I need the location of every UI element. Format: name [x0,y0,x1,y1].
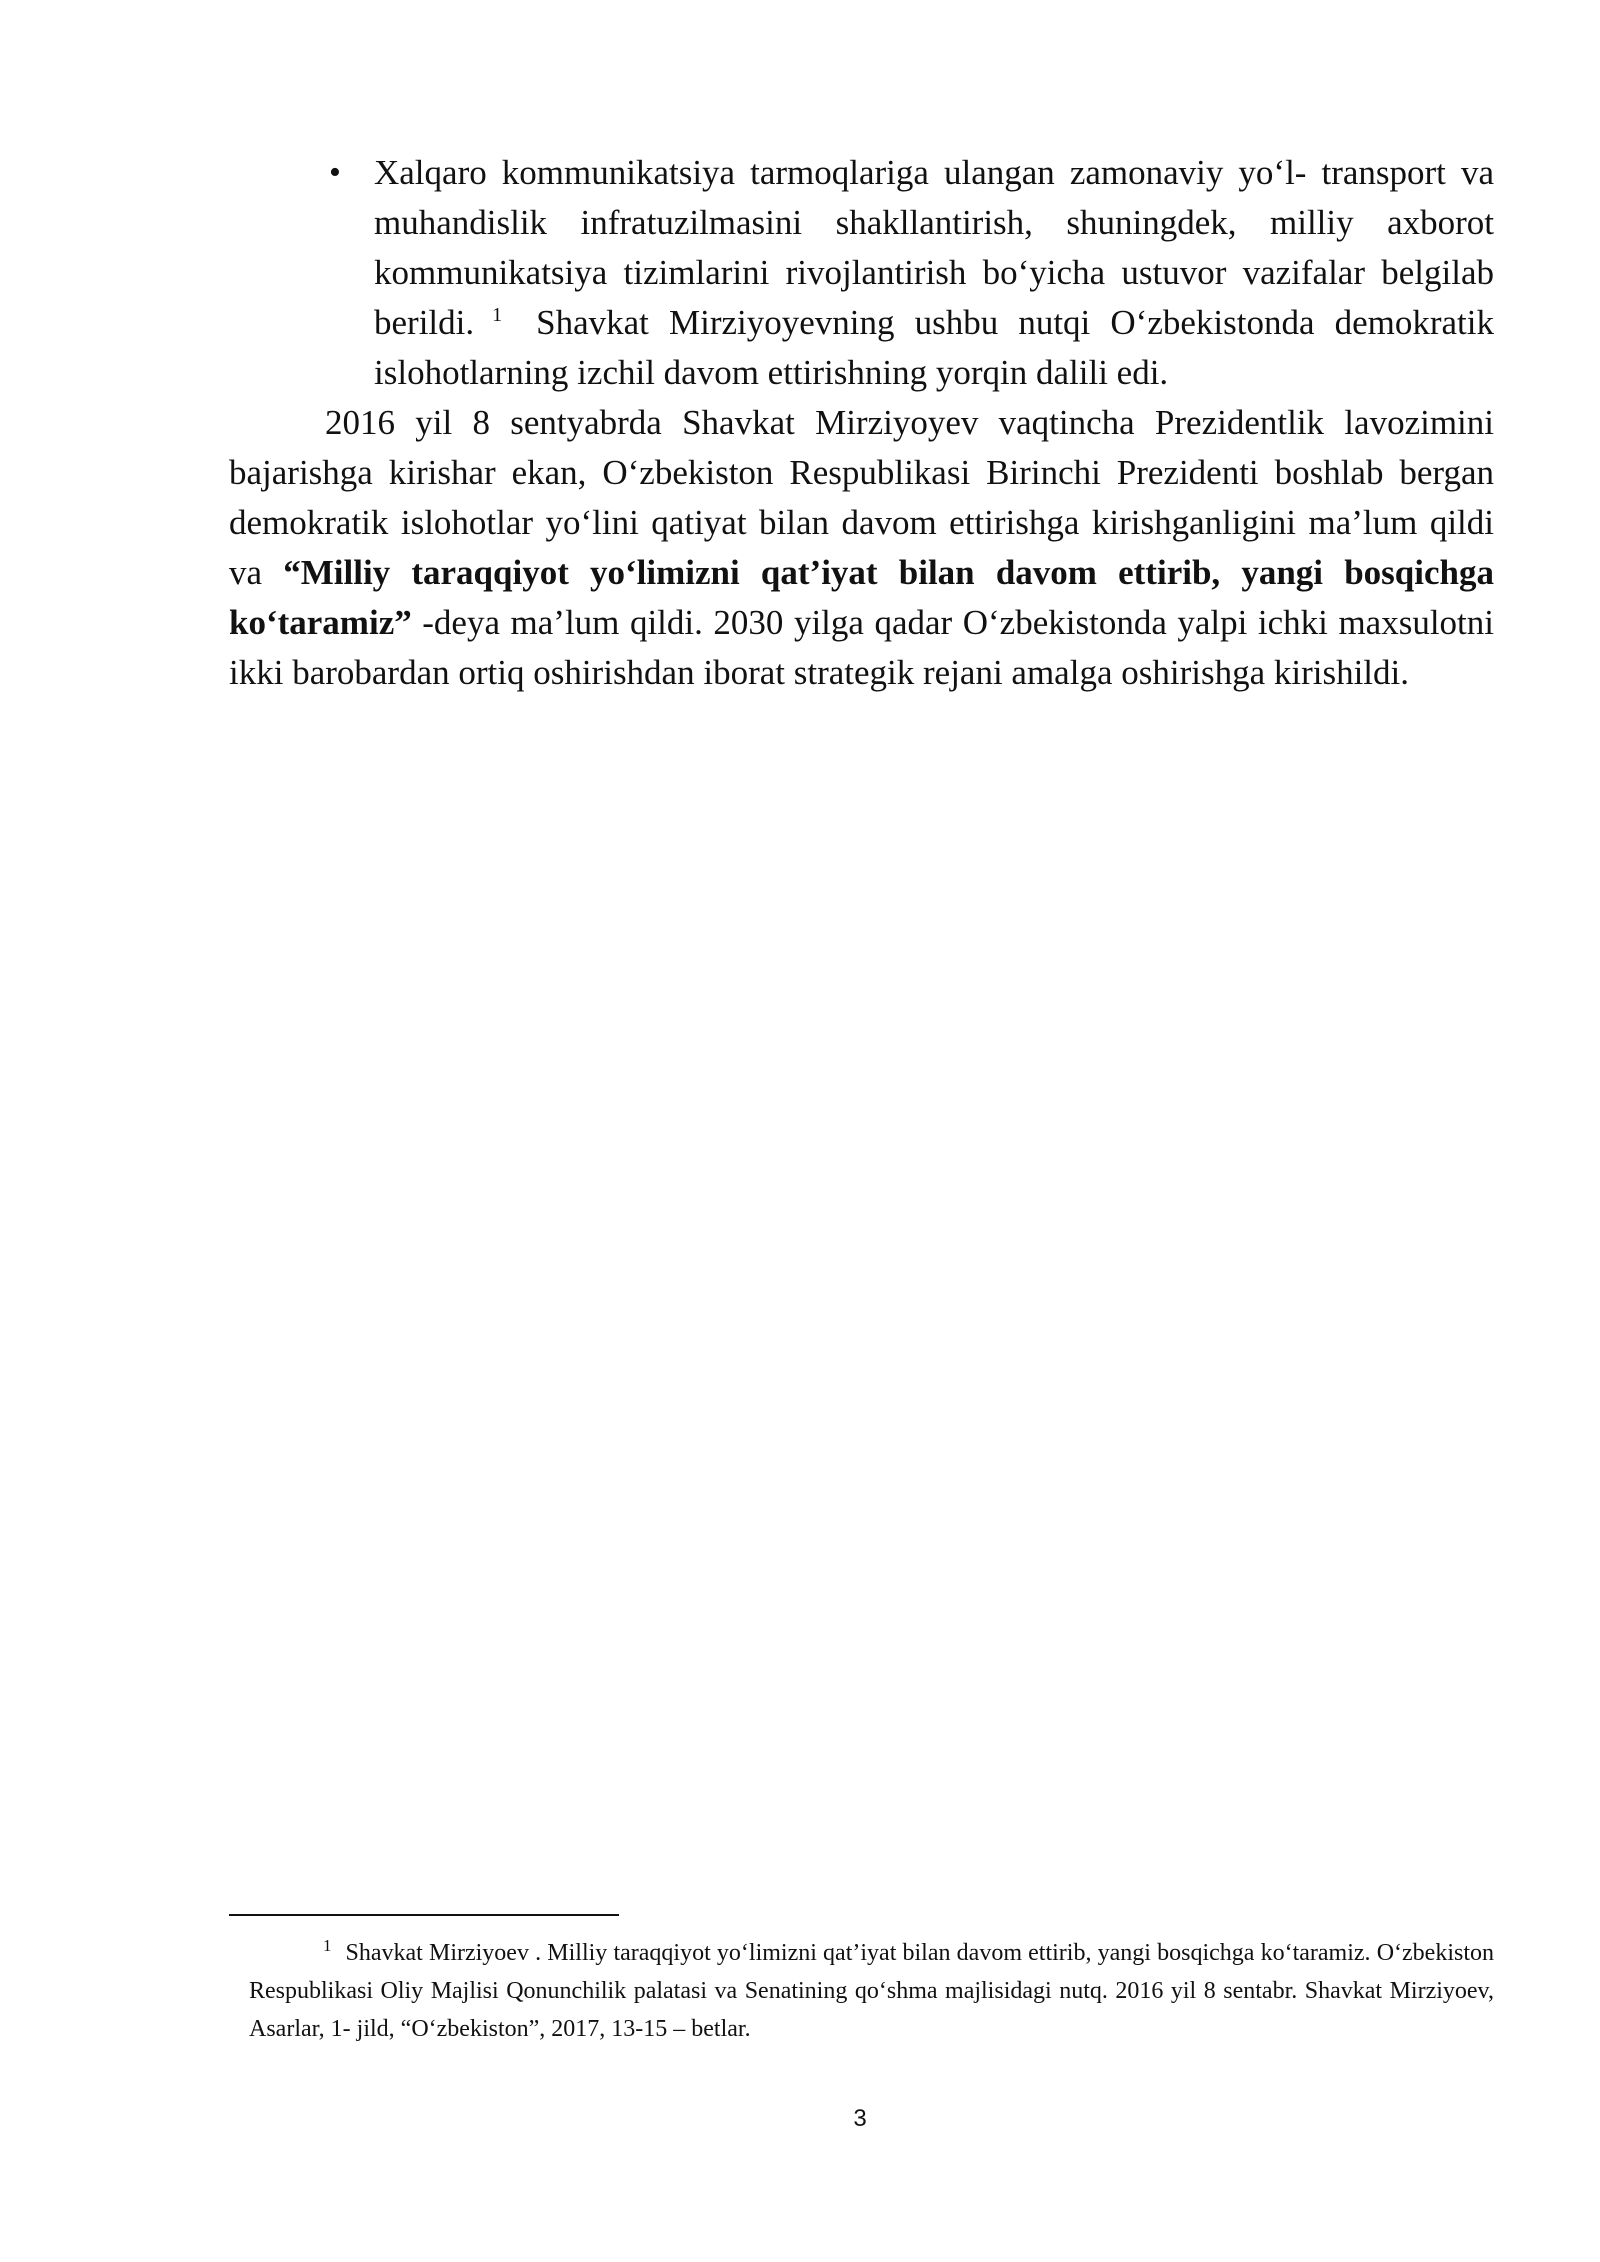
footnote [249,1934,1494,2048]
bullet-list-item [229,148,1494,398]
footnote-reference[interactable]: 1 [492,304,503,327]
bullet-text-part-2: Shavkat Mirziyoyevning ushbu nutqi O‘zbekistonda demokratik islohotlarning izchil davom ettirishning yorqin dalili edi. [374,303,1494,392]
footnote-text: Shavkat Mirziyoev . Milliy taraqqiyot yo‘limizni qat’iyat bilan davom ettirib, yangi bosqichga ko‘taramiz. O‘zbekiston Respublikasi Oliy Majlisi Qonunchilik palatasi va Senatining qo‘shma majlisidagi nutq. 2016 yil 8 sentabr. Shavkat Mirziyoev, Asarlar, 1- jild, “O‘zbekiston”, 2017, 13-15 – betlar. [249,1940,1494,2042]
bullet-text-part-1: Xalqaro kommunikatsiya tarmoqlariga ulangan zamonaviy yo‘l- transport va muhandislik infratuzilmasini shakllantirish, shuningdek, milliy axborot kommunikatsiya tizimlarini rivojlantirish bo‘yicha ustuvor vazifalar belgilab berildi. [374,153,1494,342]
footnote-number: 1 [323,1936,332,1955]
paragraph-text-part-1: 2016 yil 8 sentyabrda Shavkat Mirziyoyev vaqtincha Prezidentlik lavozimini bajarishga kirishar ekan, O‘zbekiston Respublikasi Birinchi Prezidenti boshlab bergan demokratik islohotlar yo‘lini qatiyat bilan davom ettirishga kirishganligini ma’lum qildi va [229,403,1494,592]
body-text [229,148,1494,698]
bold-quote: “Milliy taraqqiyot yo‘limizni qat’iyat bilan davom ettirib, yangi bosqichga ko‘taramiz” [229,553,1494,642]
page-number: 3 [853,2105,867,2132]
footnote-separator [229,1914,619,1916]
body-paragraph [229,398,1494,698]
paragraph-text-part-2: -deya ma’lum qildi. 2030 yilga qadar O‘zbekistonda yalpi ichki maxsulotni ikki barobardan ortiq oshirishdan iborat strategik rejani amalga oshirishga kirishildi. [229,603,1494,692]
bullet-icon: • [329,154,341,191]
